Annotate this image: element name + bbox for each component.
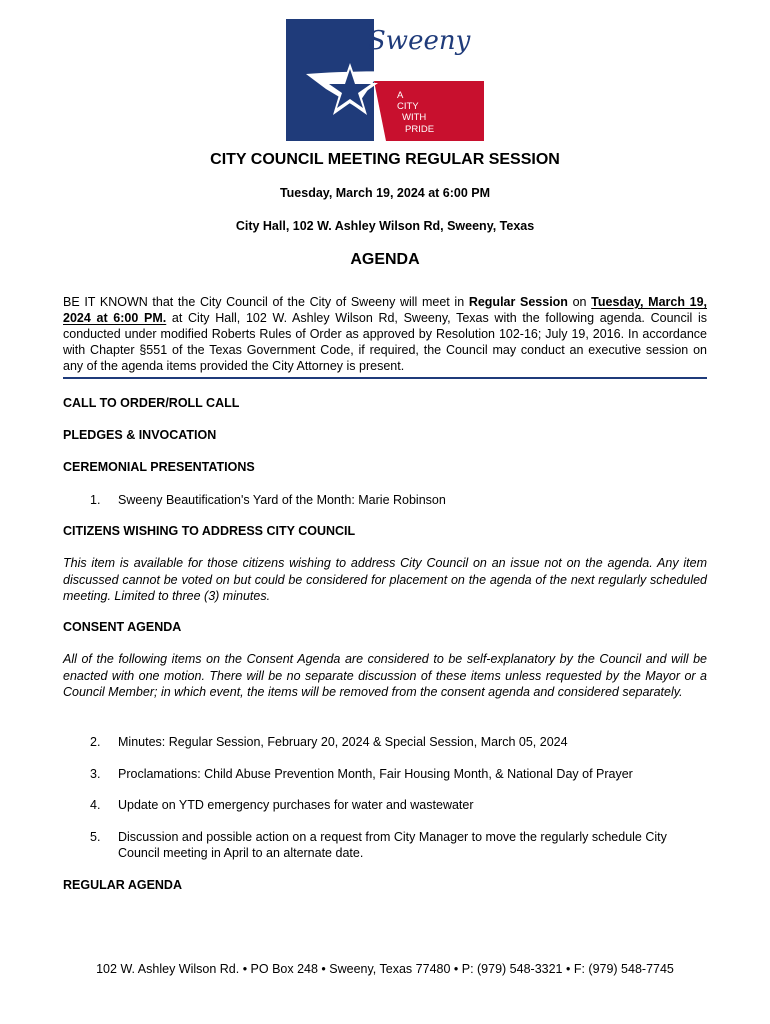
- divider: [63, 377, 707, 379]
- meeting-datetime: Tuesday, March 19, 2024 at 6:00 PM: [279, 186, 491, 200]
- agenda-item-number: 5.: [90, 830, 101, 844]
- intro-text: at City Hall, 102 W. Ashley Wilson Rd, Sweeny, Texas with the following agenda. Council is conducted under modified Roberts Rules of Order as approved by Resolution 102-16; July 19, 2016. In accordance with Chapter §551 of the Texas Government Code, if required, the Council may conduct an executive session on any of the agenda items provided the City Attorney is present.: [63, 311, 707, 373]
- section-citizens: CITIZENS WISHING TO ADDRESS CITY COUNCIL: [63, 524, 356, 538]
- meeting-title: CITY COUNCIL MEETING REGULAR SESSION: [210, 151, 560, 168]
- section-regular: REGULAR AGENDA: [63, 878, 182, 892]
- agenda-item-text: Discussion and possible action on a request from City Manager to move the regularly schedule City Council meeting in April to an alternate date.: [118, 830, 667, 860]
- agenda-item-number: 1.: [90, 493, 101, 507]
- intro-meeting-date: Tuesday, March 19, 2024 at 6:00 PM.: [63, 295, 708, 325]
- section-call-to-order: CALL TO ORDER/ROLL CALL: [63, 396, 240, 410]
- agenda-item: [63, 492, 707, 508]
- intro-paragraph: [63, 294, 707, 374]
- section-pledges: PLEDGES & INVOCATION: [63, 428, 217, 442]
- intro-text: on: [567, 295, 592, 309]
- agenda-item-text: Proclamations: Child Abuse Prevention Month, Fair Housing Month, & National Day of Prayer: [118, 767, 633, 781]
- agenda-item: [63, 766, 707, 782]
- section-ceremonial: CEREMONIAL PRESENTATIONS: [63, 460, 255, 474]
- agenda-item-number: 4.: [90, 798, 101, 812]
- agenda-item: [63, 734, 707, 750]
- consent-note: All of the following items on the Consent Agenda are considered to be self-explanatory by the Council and will be enacted with one motion. There will be no separate discussion of these items unless requested by the Mayor or a Council Member; in which event, the items will be removed from the consent agenda and considered separately.: [63, 652, 707, 699]
- agenda-heading: AGENDA: [350, 251, 420, 268]
- intro-session-type: Regular Session: [468, 295, 568, 309]
- city-logo-graphic: [286, 19, 484, 141]
- intro-text: BE IT KNOWN that the City Council of the City of Sweeny will meet in: [63, 295, 469, 309]
- agenda-item-number: 2.: [90, 735, 101, 749]
- citizens-note: This item is available for those citizens wishing to address City Council on an issue not on the agenda. Any item discussed cannot be voted on but could be considered for placement on the agenda of the next regularly scheduled meeting. Limited to three (3) minutes.: [63, 556, 707, 603]
- logo-script-text: Sweeny: [368, 26, 471, 56]
- agenda-item-text: Sweeny Beautification's Yard of the Month: Marie Robinson: [118, 493, 446, 507]
- agenda-item: [63, 829, 707, 861]
- logo-tagline-line: CITY: [397, 101, 419, 112]
- logo-tagline-line: PRIDE: [405, 124, 435, 135]
- meeting-location: City Hall, 102 W. Ashley Wilson Rd, Sweeny, Texas: [235, 219, 535, 233]
- section-consent: CONSENT AGENDA: [63, 620, 182, 634]
- agenda-item-text: Minutes: Regular Session, February 20, 2024 & Special Session, March 05, 2024: [118, 735, 568, 749]
- logo-tagline-line: WITH: [402, 112, 427, 123]
- agenda-item: [63, 797, 707, 813]
- city-logo: [286, 19, 484, 141]
- agenda-item-number: 3.: [90, 767, 101, 781]
- agenda-item-text: Update on YTD emergency purchases for water and wastewater: [118, 798, 474, 812]
- footer-contact: 102 W. Ashley Wilson Rd. • PO Box 248 • Sweeny, Texas 77480 • P: (979) 548-3321 • F: (979) 548-7745: [96, 962, 674, 976]
- logo-tagline-line: A: [397, 90, 404, 101]
